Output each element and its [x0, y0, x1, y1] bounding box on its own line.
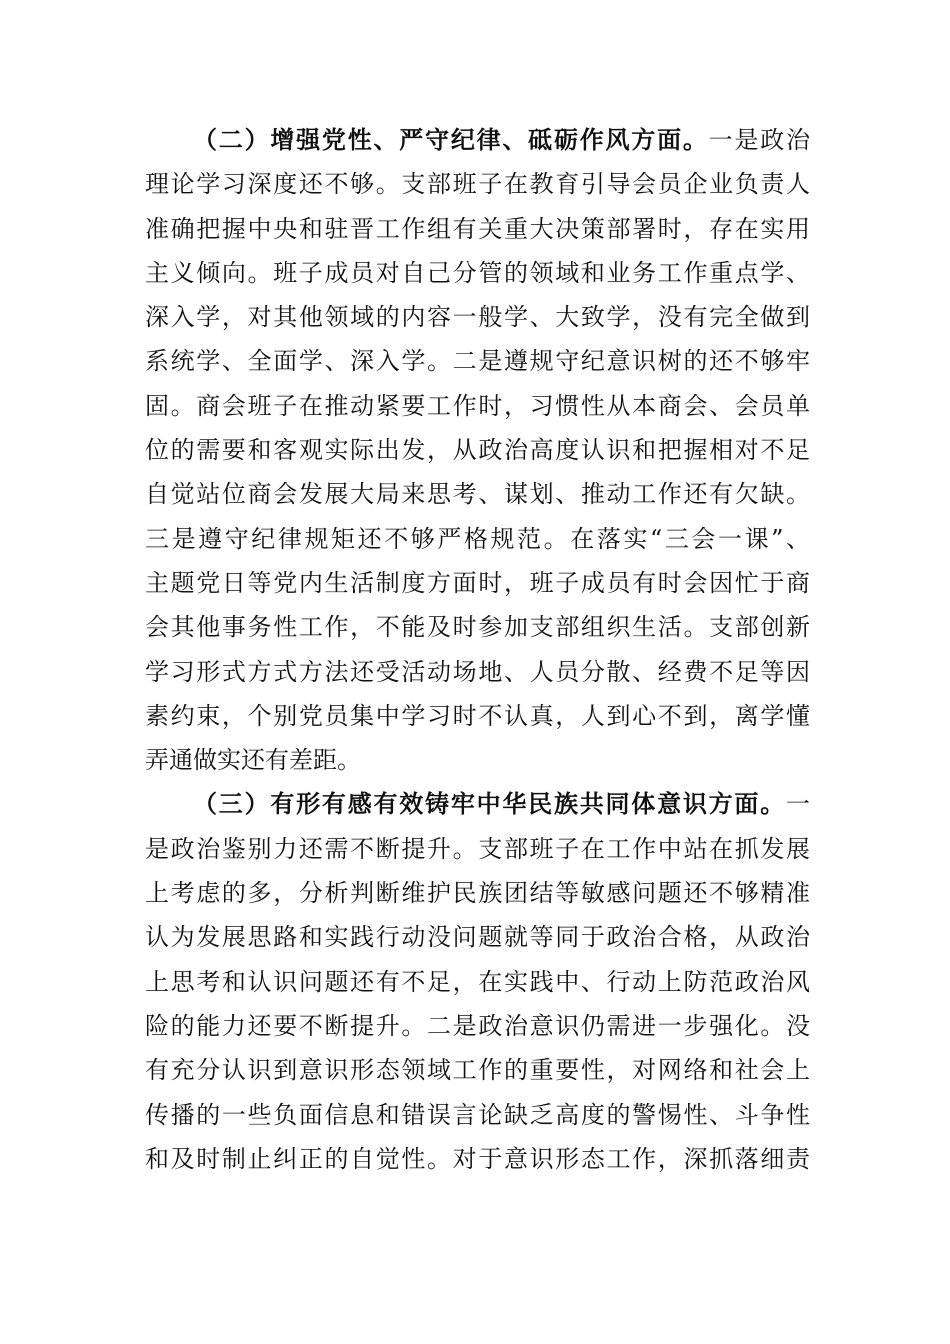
- section-2-text: 一是政治: [708, 126, 810, 154]
- paragraph-line: 固。商会班子在推动紧要工作时，习惯性从本商会、会员单: [145, 391, 810, 420]
- paragraph-line: 主义倾向。班子成员对自己分管的领域和业务工作重点学、: [145, 258, 810, 287]
- paragraph-line: 和及时制止纠正的自觉性。对于意识形态工作，深抓落细责: [145, 1144, 810, 1173]
- paragraph-line: 主题党日等党内生活制度方面时，班子成员有时会因忙于商: [145, 568, 810, 597]
- paragraph-line: 认为发展思路和实践行动没问题就等同于政治合格，从政治: [145, 923, 810, 952]
- paragraph-line: 素约束，个别党员集中学习时不认真，人到心不到，离学懂: [145, 701, 810, 730]
- paragraph-line: 险的能力还要不断提升。二是政治意识仍需进一步强化。没: [145, 1011, 810, 1040]
- paragraph-line: 会其他事务性工作，不能及时参加支部组织生活。支部创新: [145, 613, 810, 642]
- paragraph-line: 系统学、全面学、深入学。二是遵规守纪意识树的还不够牢: [145, 347, 810, 376]
- paragraph-line: 是政治鉴别力还需不断提升。支部班子在工作中站在抓发展: [145, 834, 810, 863]
- paragraph-line: 理论学习深度还不够。支部班子在教育引导会员企业负责人: [145, 170, 810, 199]
- section-2-heading: （二）增强党性、严守纪律、砥砺作风方面。: [193, 125, 709, 154]
- paragraph-line: 上考虑的多，分析判断维护民族团结等敏感问题还不够精准: [145, 879, 810, 908]
- paragraph-line: 传播的一些负面信息和错误言论缺乏高度的警惕性、斗争性: [145, 1100, 810, 1129]
- paragraph-line: 位的需要和客观实际出发，从政治高度认识和把握相对不足: [145, 436, 810, 465]
- paragraph-line: 上思考和认识问题还有不足，在实践中、行动上防范政治风: [145, 967, 810, 996]
- document-body: [145, 118, 810, 1181]
- paragraph-line: 三是遵守纪律规矩还不够严格规范。在落实“三会一课”、: [145, 524, 810, 553]
- paragraph-line: 准确把握中央和驻晋工作组有关重大决策部署时，存在实用: [145, 214, 810, 243]
- section-3-text: 一: [786, 790, 810, 819]
- paragraph-line: 有充分认识到意识形态领域工作的重要性，对网络和社会上: [145, 1056, 810, 1085]
- paragraph-section-3-line-1: [145, 782, 810, 826]
- paragraph-line: 学习形式方式方法还受活动场地、人员分散、经费不足等因: [145, 657, 810, 686]
- paragraph-line: 深入学，对其他领域的内容一般学、大致学，没有完全做到: [145, 303, 810, 332]
- paragraph-section-2-line-1: [145, 118, 810, 162]
- paragraph-line: 自觉站位商会发展大局来思考、谋划、推动工作还有欠缺。: [145, 480, 810, 509]
- section-3-heading: （三）有形有感有效铸牢中华民族共同体意识方面。: [193, 789, 786, 819]
- paragraph-line: 弄通做实还有差距。: [145, 746, 361, 775]
